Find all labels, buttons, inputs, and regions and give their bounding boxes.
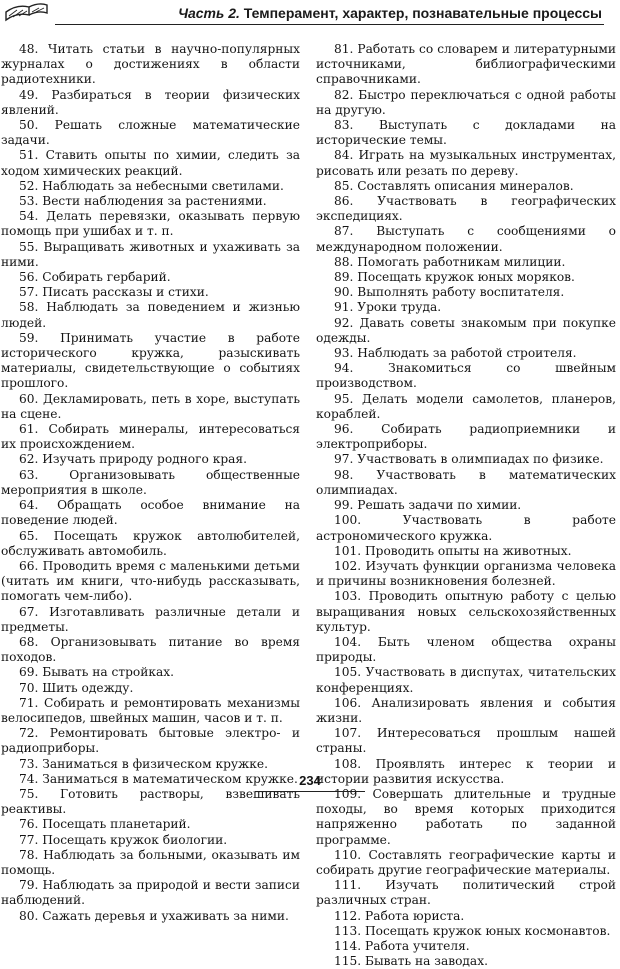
questionnaire-item: 96. Собирать радиоприемники и электроприборы. (316, 422, 616, 452)
questionnaire-item: 62. Изучать природу родного края. (19, 452, 247, 467)
footer-divider (255, 791, 365, 792)
book-logo-icon (3, 1, 49, 23)
questionnaire-item: 53. Вести наблюдения за растениями. (19, 194, 267, 209)
questionnaire-item: 71. Собирать и ремонтировать механизмы велосипедов, швейных машин, часов и т. п. (1, 695, 300, 725)
questionnaire-item: 90. Выполнять работу воспитателя. (334, 285, 565, 300)
questionnaire-item: 101. Проводить опыты на животных. (334, 543, 572, 558)
questionnaire-item: 95. Делать модели самолетов, планеров, кораблей. (316, 391, 616, 421)
questionnaire-item: 103. Проводить опытную работу с целью выращивания новых сельскохозяйственных культур. (316, 589, 616, 634)
questionnaire-item: 106. Анализировать явления и события жизни. (316, 695, 616, 725)
questionnaire-item: 108. Проявлять интерес к теории и истории развития искусства. (316, 756, 616, 786)
questionnaire-item: 94. Знакомиться со швейным производством. (316, 361, 616, 391)
questionnaire-item: 82. Быстро переключаться с одной работы на другую. (316, 87, 616, 117)
chapter-title: Темперамент, характер, познавательные процессы (243, 5, 602, 21)
questionnaire-item: 107. Интересоваться прошлым нашей страны. (316, 726, 616, 756)
questionnaire-item: 92. Давать советы знакомым при покупке одежды. (316, 315, 616, 345)
questionnaire-item: 100. Участвовать в работе астрономического кружка. (316, 513, 616, 543)
page-number: 234 (299, 773, 321, 788)
part-label: Часть 2. (178, 5, 240, 21)
right-column (316, 42, 616, 969)
questionnaire-item: 67. Изготавливать различные детали и предметы. (1, 604, 300, 634)
questionnaire-item: 87. Выступать с сообщениями о международном положении. (316, 224, 616, 254)
questionnaire-item: 88. Помогать работникам милиции. (334, 254, 566, 269)
questionnaire-item: 78. Наблюдать за больными, оказывать им помощь. (1, 847, 300, 877)
questionnaire-item: 49. Разбираться в теории физических явлений. (1, 87, 300, 117)
questionnaire-item: 64. Обращать особое внимание на поведение людей. (1, 498, 300, 528)
page-header (0, 0, 620, 26)
questionnaire-item: 59. Принимать участие в работе исторического кружка, разыскивать материалы, свидетельствующие о событиях прошлого. (1, 330, 300, 391)
questionnaire-item: 58. Наблюдать за поведением и жизнью людей. (1, 300, 300, 330)
questionnaire-item: 98. Участвовать в математических олимпиадах. (316, 467, 616, 497)
questionnaire-item: 69. Бывать на стройках. (19, 665, 175, 680)
questionnaire-item: 72. Ремонтировать бытовые электро- и радиоприборы. (1, 726, 300, 756)
questionnaire-item: 93. Наблюдать за работой строителя. (334, 346, 577, 361)
questionnaire-item: 73. Заниматься в физическом кружке. (19, 756, 268, 771)
questionnaire-item: 114. Работа учителя. (334, 938, 470, 953)
questionnaire-item: 61. Собирать минералы, интересоваться их происхождением. (1, 422, 300, 452)
questionnaire-item: 111. Изучать политический строй различных стран. (316, 878, 616, 908)
questionnaire-item: 60. Декламировать, петь в хоре, выступать на сцене. (1, 391, 300, 421)
questionnaire-item: 99. Решать задачи по химии. (334, 498, 522, 513)
questionnaire-item: 66. Проводить время с маленькими детьми (читать им книги, что-нибудь рассказывать, помогать чем-либо). (1, 558, 300, 604)
header-divider (55, 24, 604, 25)
questionnaire-item: 102. Изучать функции организма человека и причины возникновения болезней. (316, 558, 616, 589)
questionnaire-item: 81. Работать со словарем и литературными источниками, библиографическими справочниками. (316, 42, 616, 87)
questionnaire-item: 51. Ставить опыты по химии, следить за ходом химических реакций. (1, 148, 300, 178)
questionnaire-item: 54. Делать перевязки, оказывать первую помощь при ушибах и т. п. (1, 209, 300, 239)
questionnaire-item: 75. Готовить растворы, взвешивать реактивы. (1, 786, 300, 817)
questionnaire-item: 84. Играть на музыкальных инструментах, рисовать или резать по дереву. (316, 148, 616, 178)
questionnaire-item: 110. Составлять географические карты и собирать другие географические материалы. (316, 847, 616, 877)
questionnaire-item: 104. Быть членом общества охраны природы. (316, 634, 616, 665)
questionnaire-item: 113. Посещать кружок юных космонавтов. (334, 923, 611, 938)
questionnaire-item: 83. Выступать с докладами на исторические темы. (316, 118, 616, 148)
questionnaire-item: 55. Выращивать животных и ухаживать за ними. (1, 239, 300, 269)
questionnaire-item: 112. Работа юриста. (334, 908, 465, 923)
questionnaire-item: 89. Посещать кружок юных моряков. (334, 270, 575, 285)
questionnaire-item: 57. Писать рассказы и стихи. (19, 285, 209, 300)
questionnaire-item: 63. Организовывать общественные мероприятия в школе. (1, 467, 300, 497)
questionnaire-item: 56. Собирать гербарий. (19, 270, 171, 285)
questionnaire-item: 80. Сажать деревья и ухаживать за ними. (19, 908, 289, 923)
questionnaire-item: 65. Посещать кружок автолюбителей, обслуживать автомобиль. (1, 528, 300, 558)
questionnaire-item: 85. Составлять описания минералов. (334, 178, 574, 193)
questionnaire-item: 48. Читать статьи в научно-популярных журналах о достижениях в области радиотехники. (1, 42, 300, 87)
chapter-heading (178, 5, 602, 21)
questionnaire-item: 77. Посещать кружок биологии. (19, 832, 228, 847)
questionnaire-item: 70. Шить одежду. (19, 680, 134, 695)
questionnaire-item: 86. Участвовать в географических экспедициях. (316, 194, 616, 224)
questionnaire-item: 97. Участвовать в олимпиадах по физике. (334, 452, 604, 467)
questionnaire-item: 74. Заниматься в математическом кружке. (19, 771, 298, 786)
questionnaire-item: 105. Участвовать в диспутах, читательских конференциях. (316, 665, 616, 695)
questionnaire-item: 109. Совершать длительные и трудные походы, во время которых приходится напряженно работать по заданной программе. (316, 786, 616, 847)
questionnaire-item: 68. Организовывать питание во время походов. (1, 634, 300, 665)
questionnaire-item: 79. Наблюдать за природой и вести записи наблюдений. (1, 878, 300, 908)
questionnaire-item: 91. Уроки труда. (334, 300, 442, 315)
questionnaire-item: 52. Наблюдать за небесными светилами. (19, 178, 284, 193)
questionnaire-item: 76. Посещать планетарий. (19, 817, 191, 832)
questionnaire-item: 50. Решать сложные математические задачи. (1, 118, 300, 148)
questionnaire-item: 115. Бывать на заводах. (334, 954, 488, 969)
